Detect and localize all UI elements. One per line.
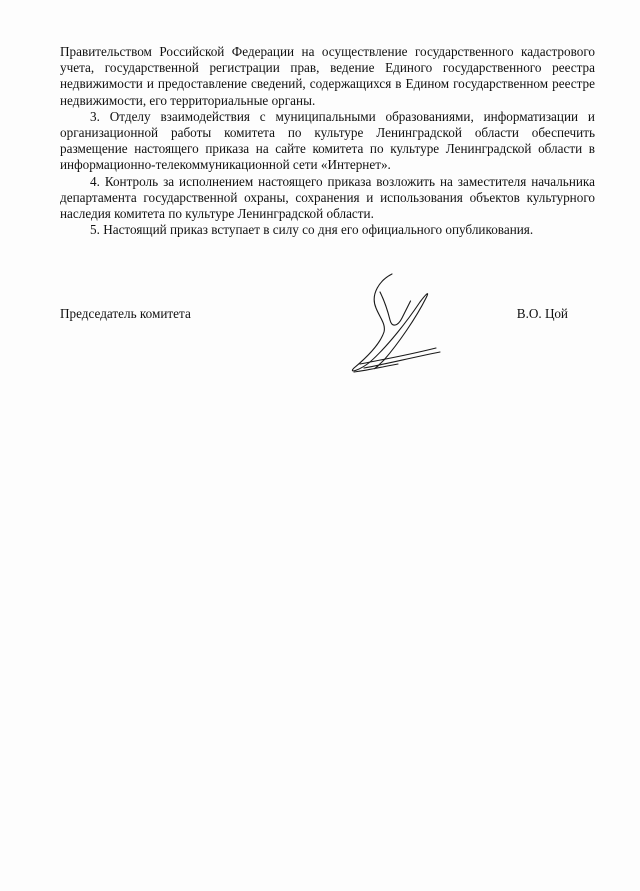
- paragraph-5: 5. Настоящий приказ вступает в силу со дня его официального опубликования.: [90, 222, 534, 238]
- paragraph-3: 3. Отделу взаимодействия с муниципальными образованиями, информатизации и организационной работы комитета по культуре Ленинградской области обеспечить размещение настоящего приказа на сайте комитета по культуре Ленинградской области в информационно-телекоммуникационной сети «Интернет».: [60, 108, 595, 173]
- paragraph-4: 4. Контроль за исполнением настоящего приказа возложить на заместителя начальника департамента государственной охраны, сохранения и использования объектов культурного наследия комитета по культуре Ленинградской области.: [60, 173, 595, 222]
- signer-name: В.О. Цой: [516, 306, 568, 321]
- signer-title: Председатель комитета: [60, 306, 191, 321]
- paragraph-continuation: Правительством Российской Федерации на осуществление государственного кадастрового учета, государственной регистрации прав, ведение Единого государственного реестра недвижимости и предоставление сведений, содержащихся в Едином государственном реестре недвижимости, его территориальные органы.: [60, 44, 595, 108]
- signature-block: [60, 306, 595, 326]
- document-body: [60, 44, 595, 238]
